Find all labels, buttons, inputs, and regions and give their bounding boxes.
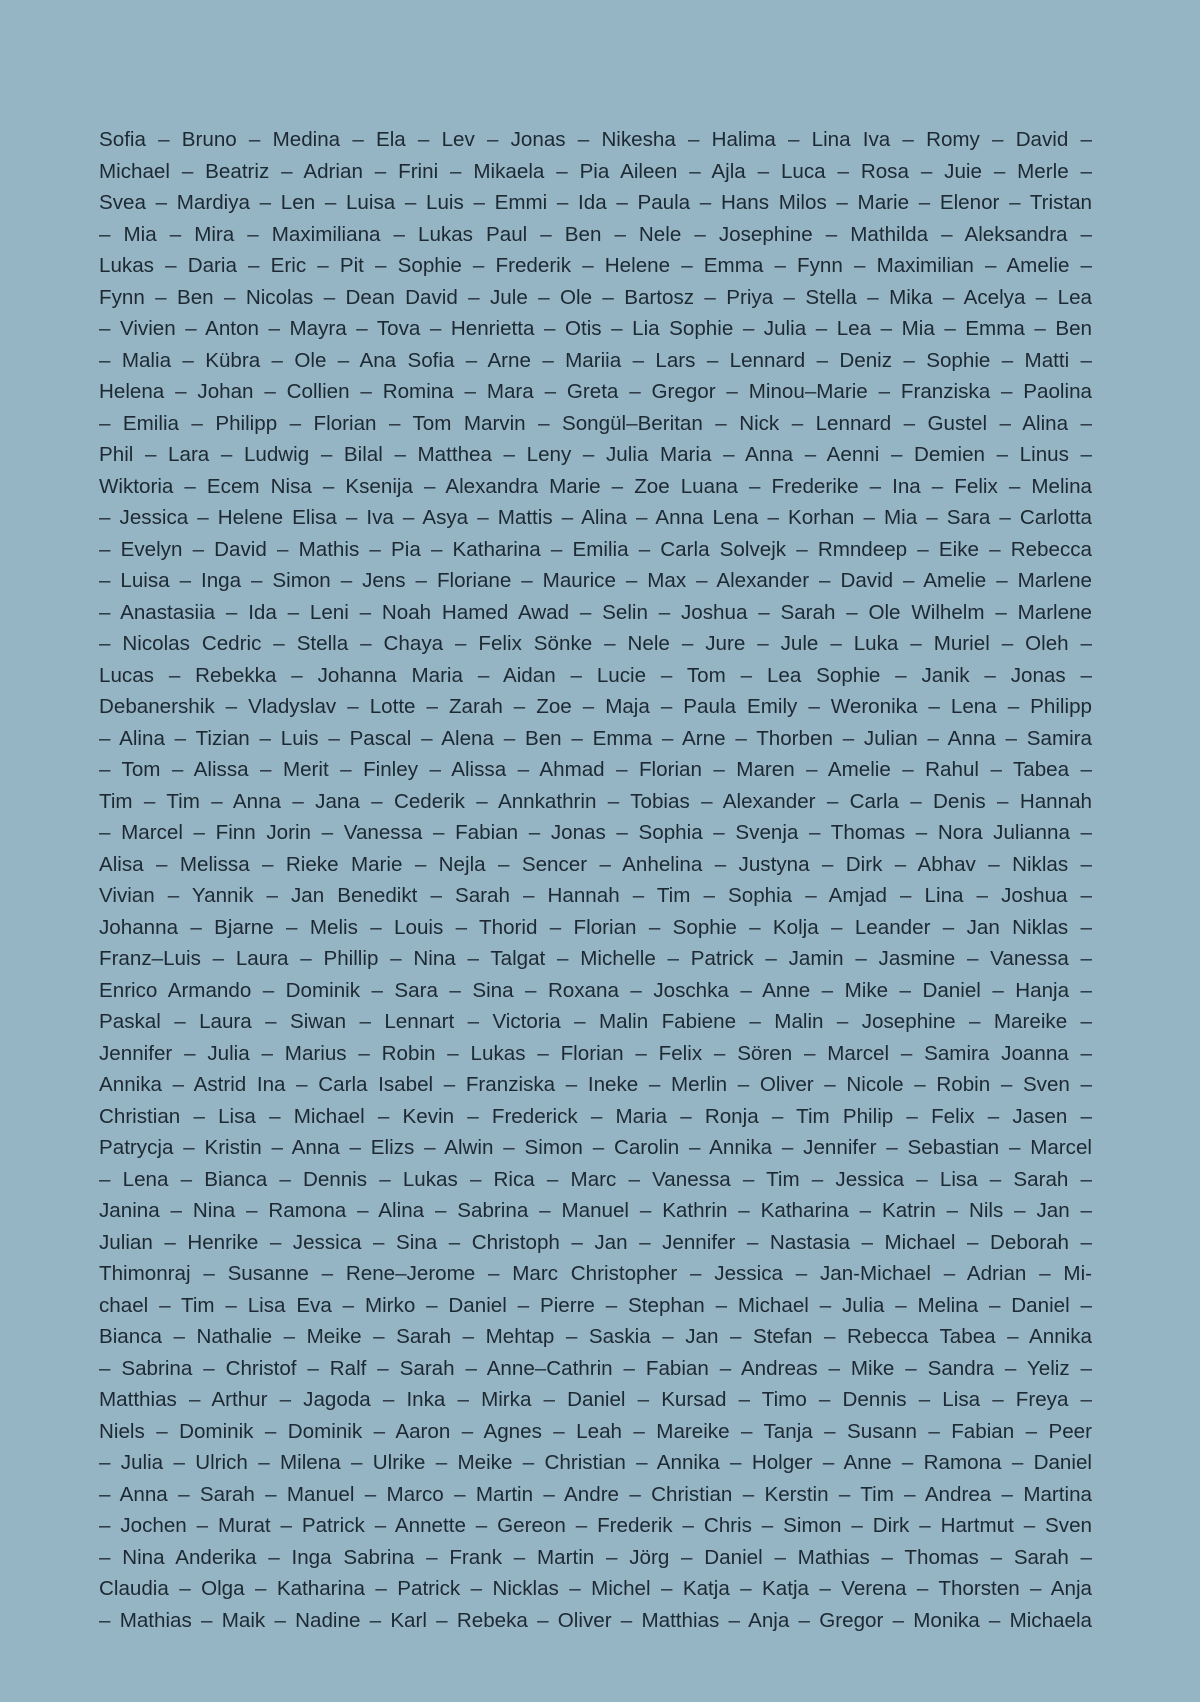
name-line: – Anastasiia – Ida – Leni – Noah Hamed Awad – Selin – Joshua – Sarah – Ole Wilhelm – Marlene bbox=[99, 600, 1092, 624]
name-line: – Lena – Bianca – Dennis – Lukas – Rica – Marc – Vanessa – Tim – Jessica – Lisa – Sarah – bbox=[99, 1167, 1092, 1191]
name-line: Wiktoria – Ecem Nisa – Ksenija – Alexandra Marie – Zoe Luana – Frederike – Ina – Felix – Melina bbox=[99, 474, 1092, 498]
name-line: – Julia – Ulrich – Milena – Ulrike – Meike – Christian – Annika – Holger – Anne – Ramona – Daniel bbox=[99, 1451, 1092, 1474]
name-line: Matthias – Arthur – Jagoda – Inka – Mirka – Daniel – Kursad – Timo – Dennis – Lisa – Freya – bbox=[99, 1388, 1092, 1411]
names-list bbox=[99, 124, 1092, 1636]
name-line: – Luisa – Inga – Simon – Jens – Floriane – Maurice – Max – Alexander – David – Amelie – Marlene bbox=[99, 569, 1092, 592]
name-line: Lukas – Daria – Eric – Pit – Sophie – Frederik – Helene – Emma – Fynn – Maximilian – Amelie – bbox=[99, 254, 1092, 277]
name-line: – Nicolas Cedric – Stella – Chaya – Felix Sönke – Nele – Jure – Jule – Luka – Muriel – Oleh – bbox=[99, 632, 1092, 655]
name-line: Michael – Beatriz – Adrian – Frini – Mikaela – Pia Aileen – Ajla – Luca – Rosa – Juie – Merle – bbox=[99, 159, 1092, 183]
name-line: chael – Tim – Lisa Eva – Mirko – Daniel – Pierre – Stephan – Michael – Julia – Melina – Daniel – bbox=[99, 1293, 1092, 1317]
name-line: Vivian – Yannik – Jan Benedikt – Sarah – Hannah – Tim – Sophia – Amjad – Lina – Joshua – bbox=[99, 884, 1092, 907]
name-line: Jennifer – Julia – Marius – Robin – Lukas – Florian – Felix – Sören – Marcel – Samira Joanna – bbox=[99, 1041, 1092, 1065]
name-line: – Jochen – Murat – Patrick – Annette – Gereon – Frederik – Chris – Simon – Dirk – Hartmut – Sven bbox=[99, 1514, 1092, 1537]
name-line: Claudia – Olga – Katharina – Patrick – Nicklas – Michel – Katja – Katja – Verena – Thorsten – Anja bbox=[99, 1577, 1092, 1600]
name-line: Janina – Nina – Ramona – Alina – Sabrina – Manuel – Kathrin – Katharina – Katrin – Nils – Jan – bbox=[99, 1199, 1092, 1222]
name-line: – Vivien – Anton – Mayra – Tova – Henrietta – Otis – Lia Sophie – Julia – Lea – Mia – Emma – Ben bbox=[99, 317, 1092, 340]
name-line: Christian – Lisa – Michael – Kevin – Frederick – Maria – Ronja – Tim Philip – Felix – Jasen – bbox=[99, 1104, 1092, 1128]
name-line: – Mia – Mira – Maximiliana – Lukas Paul – Ben – Nele – Josephine – Mathilda – Aleksandra – bbox=[99, 222, 1092, 246]
name-line: Johanna – Bjarne – Melis – Louis – Thorid – Florian – Sophie – Kolja – Leander – Jan Niklas – bbox=[99, 915, 1092, 939]
name-line: – Evelyn – David – Mathis – Pia – Katharina – Emilia – Carla Solvejk – Rmndeep – Eike – Rebecca bbox=[99, 537, 1092, 561]
name-line: Alisa – Melissa – Rieke Marie – Nejla – Sencer – Anhelina – Justyna – Dirk – Abhav – Niklas – bbox=[99, 852, 1092, 876]
name-line: Helena – Johan – Collien – Romina – Mara – Greta – Gregor – Minou–Marie – Franziska – Paolina bbox=[99, 380, 1092, 403]
name-line: Julian – Henrike – Jessica – Sina – Christoph – Jan – Jennifer – Nastasia – Michael – Deborah – bbox=[99, 1230, 1092, 1254]
name-line: – Marcel – Finn Jorin – Vanessa – Fabian – Jonas – Sophia – Svenja – Thomas – Nora Julianna – bbox=[99, 821, 1092, 844]
name-line: – Alina – Tizian – Luis – Pascal – Alena – Ben – Emma – Arne – Thorben – Julian – Anna – Samira bbox=[99, 726, 1092, 750]
name-line: – Tom – Alissa – Merit – Finley – Alissa – Ahmad – Florian – Maren – Amelie – Rahul – Tabea – bbox=[99, 758, 1092, 781]
name-line: – Jessica – Helene Elisa – Iva – Asya – Mattis – Alina – Anna Lena – Korhan – Mia – Sara – Carlotta bbox=[99, 506, 1092, 529]
name-line: – Sabrina – Christof – Ralf – Sarah – Anne–Cathrin – Fabian – Andreas – Mike – Sandra – Yeliz – bbox=[99, 1356, 1092, 1380]
name-line: Enrico Armando – Dominik – Sara – Sina – Roxana – Joschka – Anne – Mike – Daniel – Hanja – bbox=[99, 978, 1092, 1002]
name-line: Sofia – Bruno – Medina – Ela – Lev – Jonas – Nikesha – Halima – Lina Iva – Romy – David – bbox=[99, 128, 1092, 151]
name-line: Paskal – Laura – Siwan – Lennart – Victoria – Malin Fabiene – Malin – Josephine – Mareike – bbox=[99, 1010, 1092, 1033]
name-line: – Anna – Sarah – Manuel – Marco – Martin – Andre – Christian – Kerstin – Tim – Andrea – Martina bbox=[99, 1482, 1092, 1506]
name-line: – Malia – Kübra – Ole – Ana Sofia – Arne – Mariia – Lars – Lennard – Deniz – Sophie – Matti – bbox=[99, 348, 1092, 372]
name-line: – Mathias – Maik – Nadine – Karl – Rebeka – Oliver – Matthias – Anja – Gregor – Monika – Michaela bbox=[99, 1608, 1092, 1632]
name-line: Bianca – Nathalie – Meike – Sarah – Mehtap – Saskia – Jan – Stefan – Rebecca Tabea – Annika bbox=[99, 1325, 1092, 1348]
name-line: Lucas – Rebekka – Johanna Maria – Aidan – Lucie – Tom – Lea Sophie – Janik – Jonas – bbox=[99, 663, 1092, 687]
name-line: – Nina Anderika – Inga Sabrina – Frank – Martin – Jörg – Daniel – Mathias – Thomas – Sarah – bbox=[99, 1545, 1092, 1569]
name-line: Debanershik – Vladyslav – Lotte – Zarah – Zoe – Maja – Paula Emily – Weronika – Lena – Philipp bbox=[99, 695, 1092, 718]
name-line: Thimonraj – Susanne – Rene–Jerome – Marc Christopher – Jessica – Jan-Michael – Adrian – Mi- bbox=[99, 1262, 1092, 1285]
name-line: Svea – Mardiya – Len – Luisa – Luis – Emmi – Ida – Paula – Hans Milos – Marie – Elenor – Tristan bbox=[99, 191, 1092, 214]
name-line: Tim – Tim – Anna – Jana – Cederik – Annkathrin – Tobias – Alexander – Carla – Denis – Hannah bbox=[99, 789, 1092, 813]
name-line: Phil – Lara – Ludwig – Bilal – Matthea – Leny – Julia Maria – Anna – Aenni – Demien – Linus – bbox=[99, 443, 1092, 466]
name-line: Fynn – Ben – Nicolas – Dean David – Jule – Ole – Bartosz – Priya – Stella – Mika – Acelya – Lea bbox=[99, 285, 1092, 309]
name-line: Patrycja – Kristin – Anna – Elizs – Alwin – Simon – Carolin – Annika – Jennifer – Sebastian – Marcel bbox=[99, 1136, 1092, 1159]
name-line: Niels – Dominik – Dominik – Aaron – Agnes – Leah – Mareike – Tanja – Susann – Fabian – Peer bbox=[99, 1419, 1092, 1443]
name-line: Franz–Luis – Laura – Phillip – Nina – Talgat – Michelle – Patrick – Jamin – Jasmine – Vanessa – bbox=[99, 947, 1092, 970]
name-line: – Emilia – Philipp – Florian – Tom Marvin – Songül–Beritan – Nick – Lennard – Gustel – Alina – bbox=[99, 411, 1092, 435]
name-line: Annika – Astrid Ina – Carla Isabel – Franziska – Ineke – Merlin – Oliver – Nicole – Robin – Sven – bbox=[99, 1073, 1092, 1096]
